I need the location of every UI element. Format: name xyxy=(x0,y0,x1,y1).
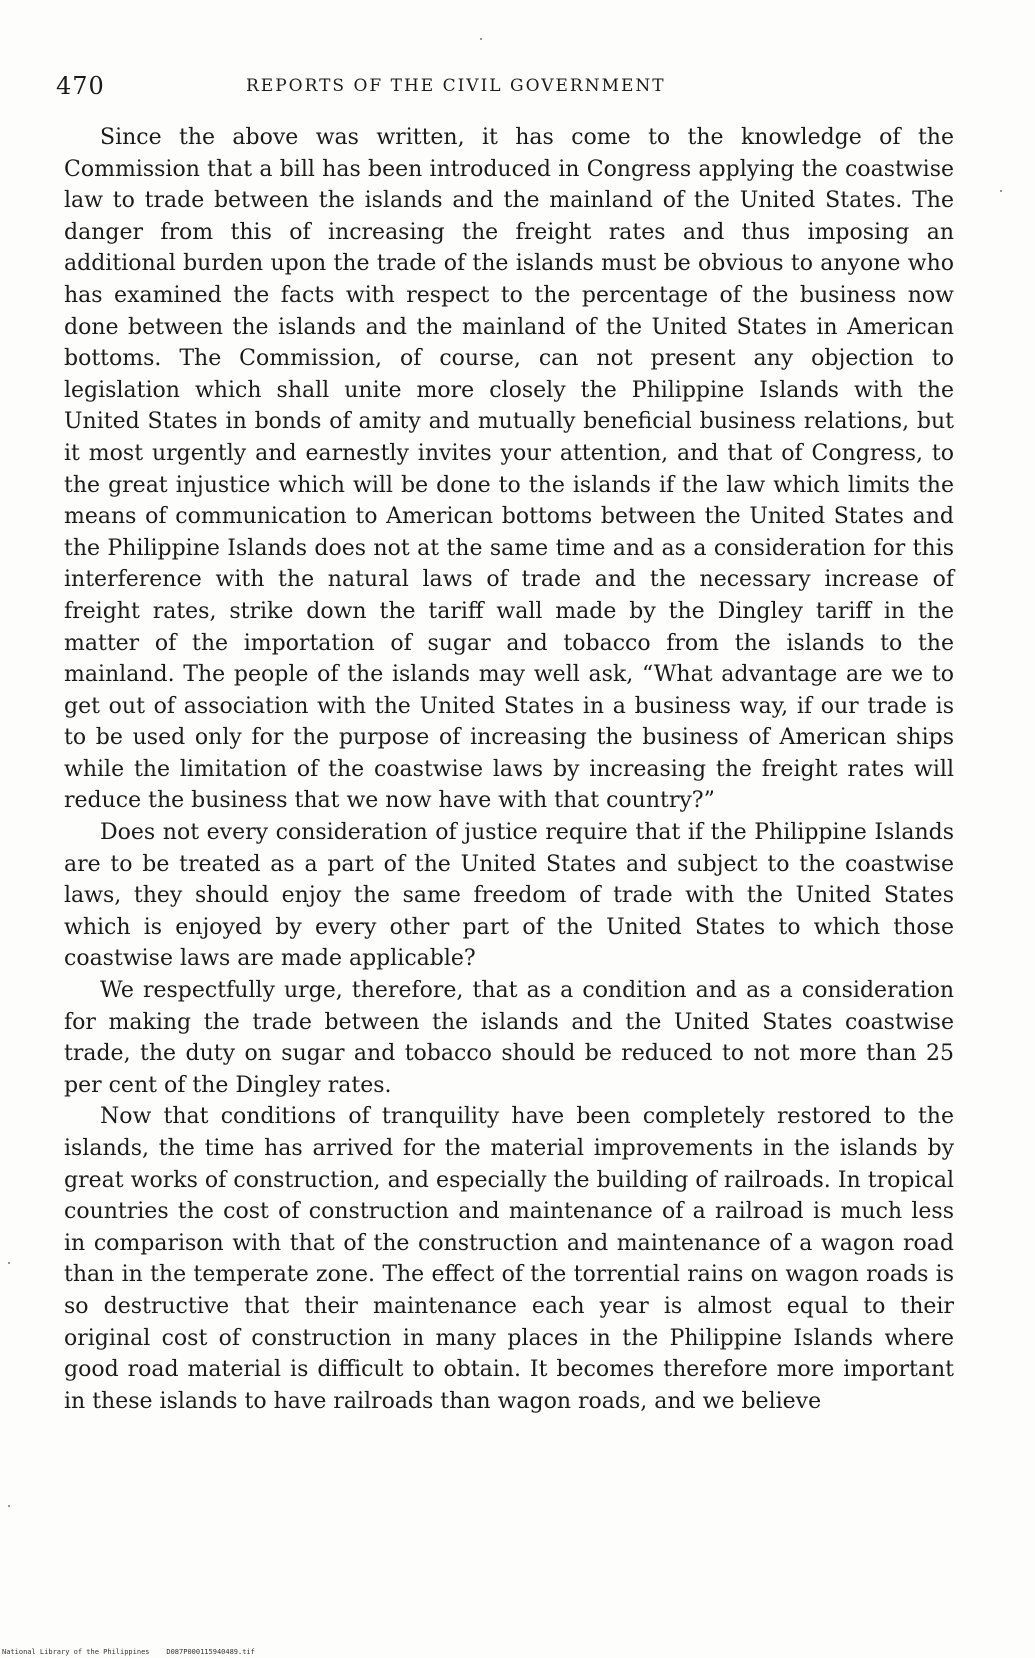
paragraph-coastwise-bill: Since the above was written, it has come to the knowledge of the Commission that a bill has been introduced in Congress applying the coastwise law to trade between the islands and the mainland of the United States. The danger from this of increasing the freight rates and thus imposing an additional burden upon the trade of the islands must be obvious to anyone who has examined the facts with respect to the percentage of the business now done between the islands and the mainland of the United States in American bottoms. The Commission, of course, can not present any objection to legislation which shall unite more closely the Philippine Islands with the United States in bonds of amity and mutually beneficial business relations, but it most urgently and earnestly invites your attention, and that of Congress, to the great injustice which will be done to the islands if the law which limits the means of communication to American bottoms between the United States and the Philippine Islands does not at the same time and as a consideration for this interference with the natural laws of trade and the necessary increase of freight rates, strike down the tariff wall made by the Dingley tariff in the matter of the importation of sugar and tobacco from the islands to the mainland. The people of the islands may well ask, “What advantage are we to get out of association with the United States in a business way, if our trade is to be used only for the purpose of increasing the business of American ships while the limitation of the coastwise laws by increasing the freight rates will reduce the business that we now have with that country?” xyxy=(64,125,954,814)
scan-file-id: D087P000115940489.tif xyxy=(166,1648,255,1656)
page-number: 470 xyxy=(56,72,105,100)
paragraph-duty-reduction: We respectfully urge, therefore, that as a condition and as a consideration for making the trade between the islands and the United States coastwise trade, the duty on sugar and tobacco should be reduced to not more than 25 per cent of the Dingley rates. xyxy=(64,978,954,1098)
scan-speck xyxy=(1000,190,1002,192)
scan-footer xyxy=(2,1648,255,1656)
scan-speck xyxy=(8,1505,10,1507)
page-header xyxy=(56,72,956,102)
scan-speck xyxy=(480,38,482,40)
body-text xyxy=(64,122,954,1417)
scan-speck xyxy=(8,1262,10,1264)
paragraph-railroads: Now that conditions of tranquility have been completely restored to the islands, the time has arrived for the material improvements in the islands by great works of construction, and especially the building of railroads. In tropical countries the cost of construction and maintenance of a railroad is much less in comparison with that of the construction and maintenance of a wagon road than in the temperate zone. The effect of the torrential rains on wagon roads is so destructive that their maintenance each year is almost equal to their original cost of construction in many places in the Philippine Islands where good road material is difficult to obtain. It becomes therefore more important in these islands to have railroads than wagon roads, and we believe xyxy=(64,1104,954,1414)
library-credit: National Library of the Philippines xyxy=(2,1648,150,1656)
paragraph-justice-question: Does not every consideration of justice require that if the Philippine Islands are to be treated as a part of the United States and subject to the coastwise laws, they should enjoy the same freedom of trade with the United States which is enjoyed by every other part of the United States to which those coastwise laws are made applicable? xyxy=(64,820,954,972)
running-head: REPORTS OF THE CIVIL GOVERNMENT xyxy=(246,76,666,96)
